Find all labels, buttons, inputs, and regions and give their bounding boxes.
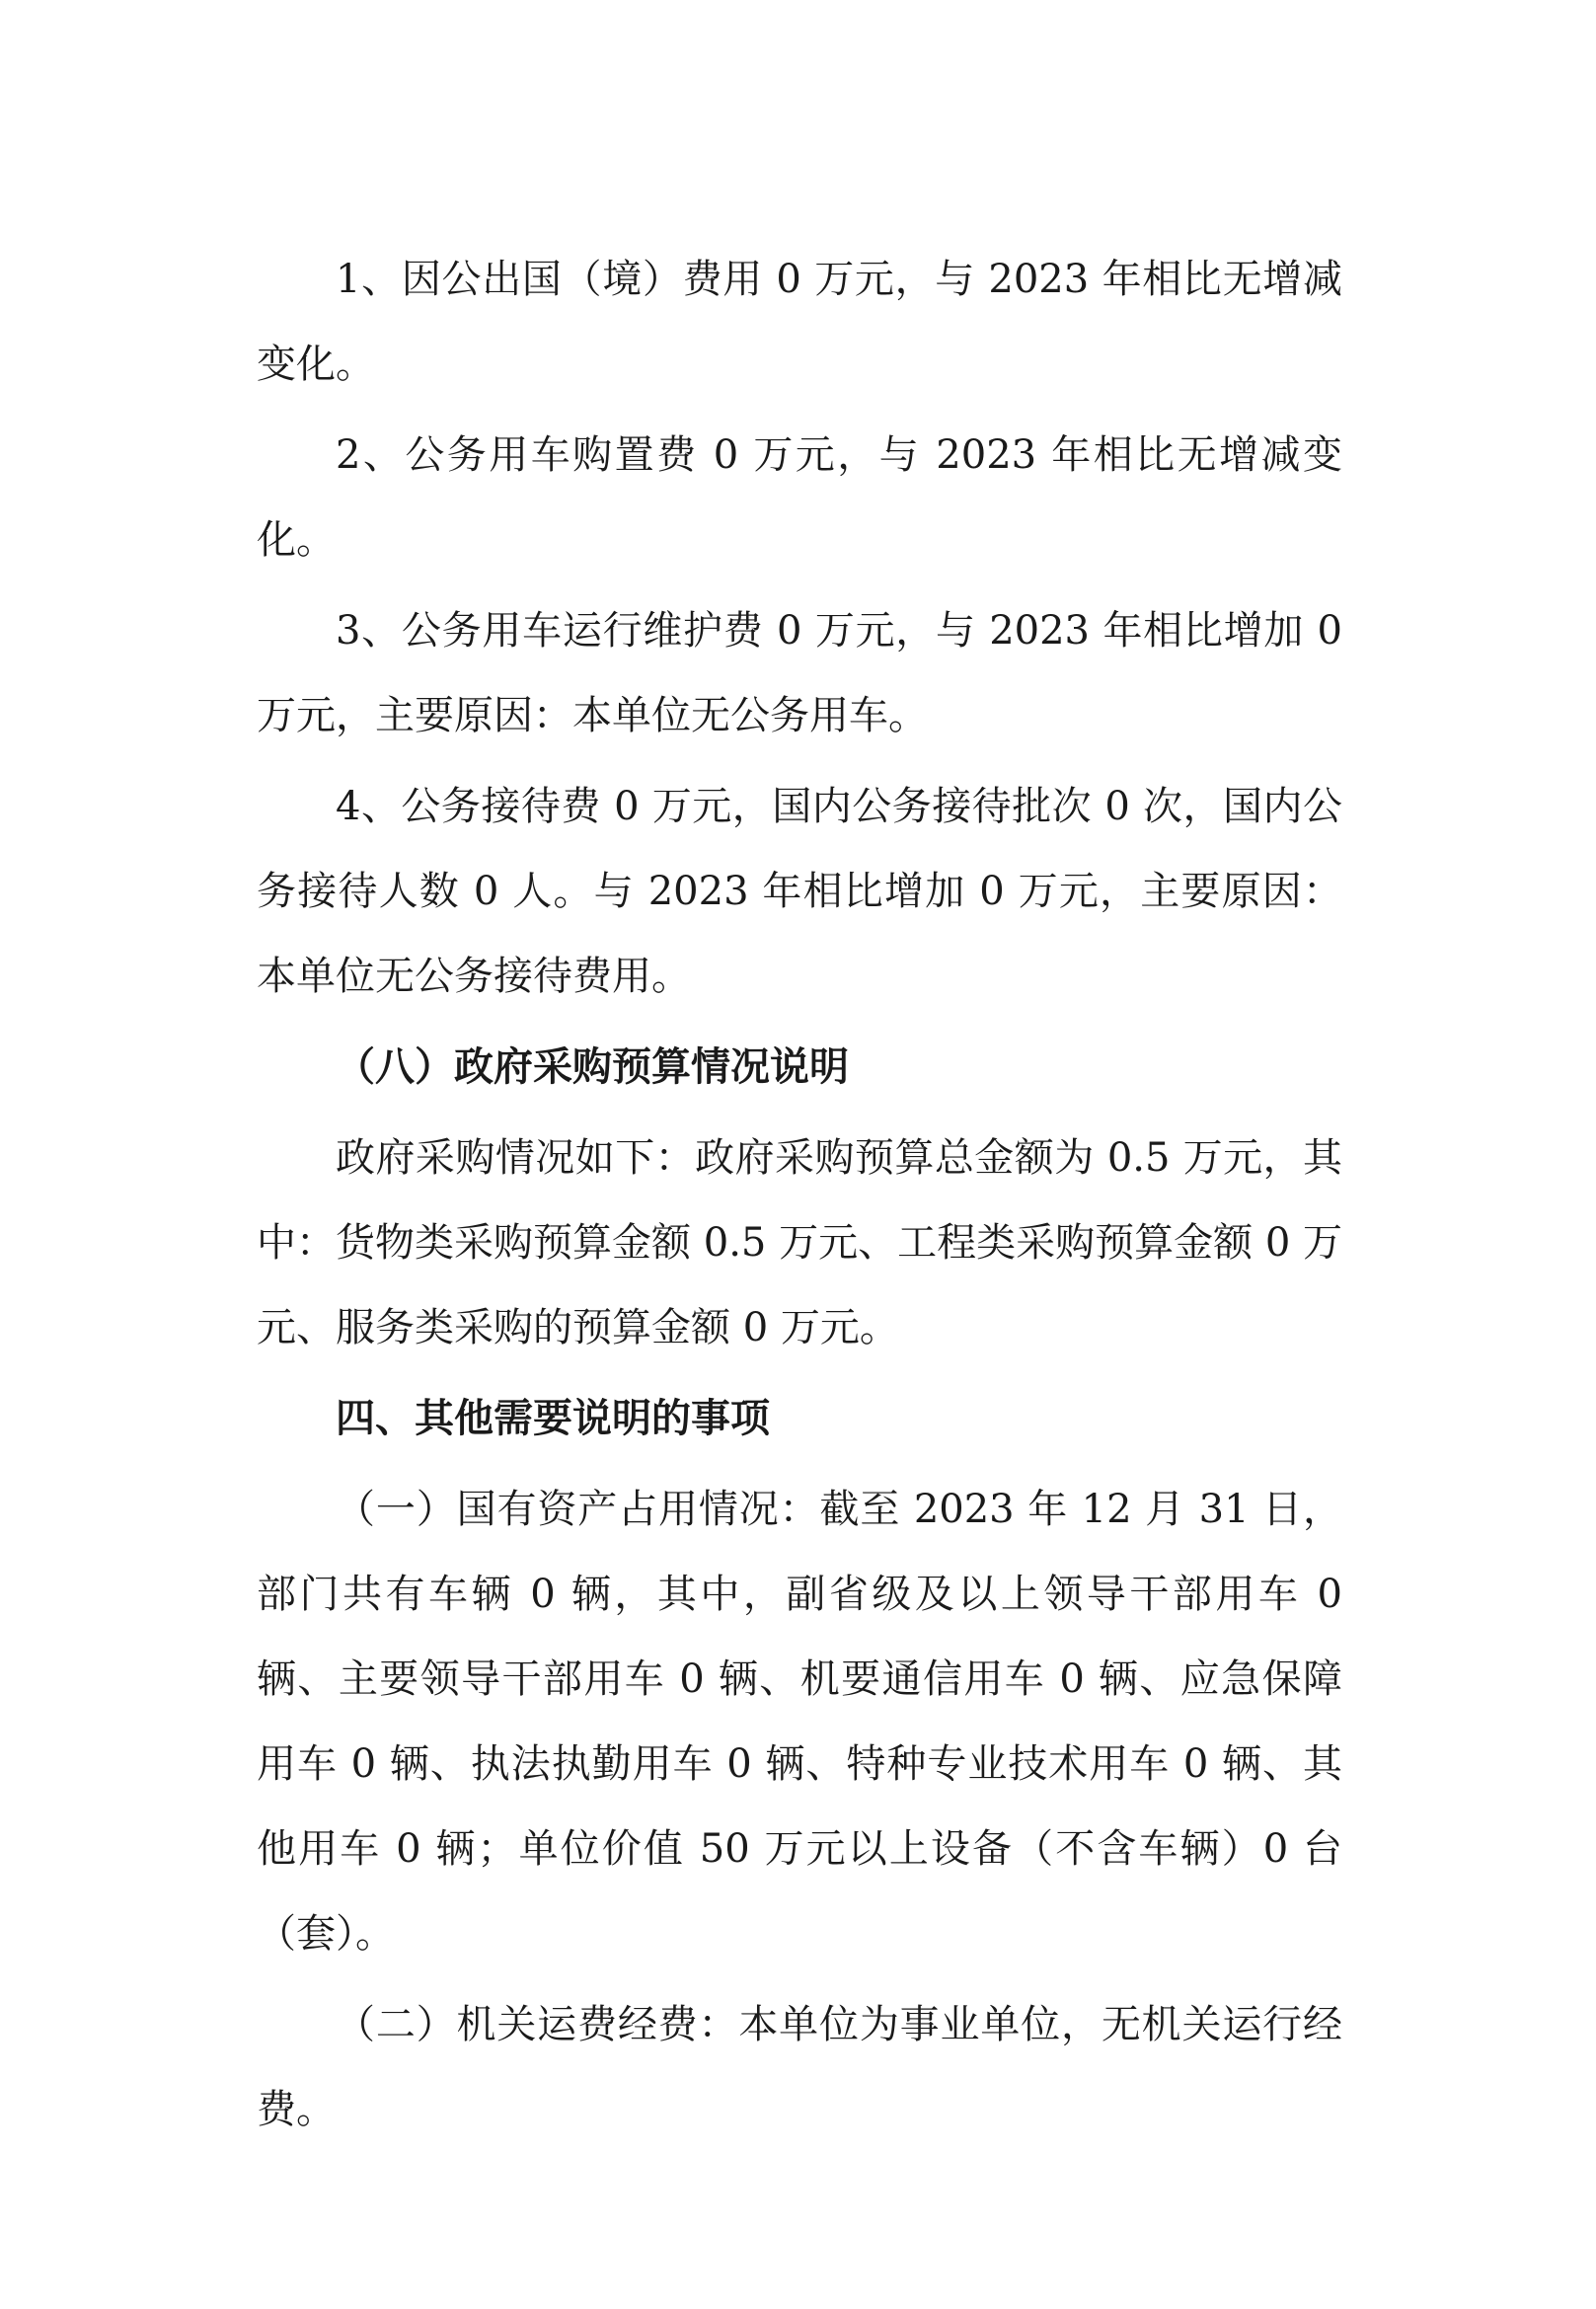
paragraph-procurement: 政府采购情况如下：政府采购预算总金额为 0.5 万元，其中：货物类采购预算金额 0.5 万元、工程类采购预算金额 0 万元、服务类采购的预算金额 0 万元。	[257, 1135, 1342, 1350]
heading-other-matters: 四、其他需要说明的事项	[336, 1396, 770, 1441]
paragraph-vehicle-operation: 3、公务用车运行维护费 0 万元，与 2023 年相比增加 0 万元，主要原因：本单位无公务用车。	[257, 608, 1342, 738]
paragraph-reception-expense: 4、公务接待费 0 万元，国内公务接待批次 0 次，国内公务接待人数 0 人。与 2023 年相比增加 0 万元，主要原因：本单位无公务接待费用。	[257, 784, 1342, 999]
heading-procurement: （八）政府采购预算情况说明	[336, 1044, 849, 1090]
paragraph-state-assets: （一）国有资产占用情况：截至 2023 年 12 月 31 日，部门共有车辆 0 辆，其中，副省级及以上领导干部用车 0 辆、主要领导干部用车 0 辆、机要通信用车 0 辆、应急保障用车 0 辆、执法执勤用车 0 辆、特种专业技术用车 0 辆、其他用车 0 辆；单位价值 50 万元以上设备（不含车辆）0 台（套）。	[257, 1487, 1342, 1957]
paragraph-vehicle-purchase: 2、公务用车购置费 0 万元，与 2023 年相比无增减变化。	[257, 432, 1342, 563]
paragraph-agency-operation: （二）机关运费经费：本单位为事业单位，无机关运行经费。	[257, 2002, 1342, 2132]
document-body	[257, 237, 1342, 2152]
paragraph-overseas-expense: 1、因公出国（境）费用 0 万元，与 2023 年相比无增减变化。	[257, 257, 1342, 387]
